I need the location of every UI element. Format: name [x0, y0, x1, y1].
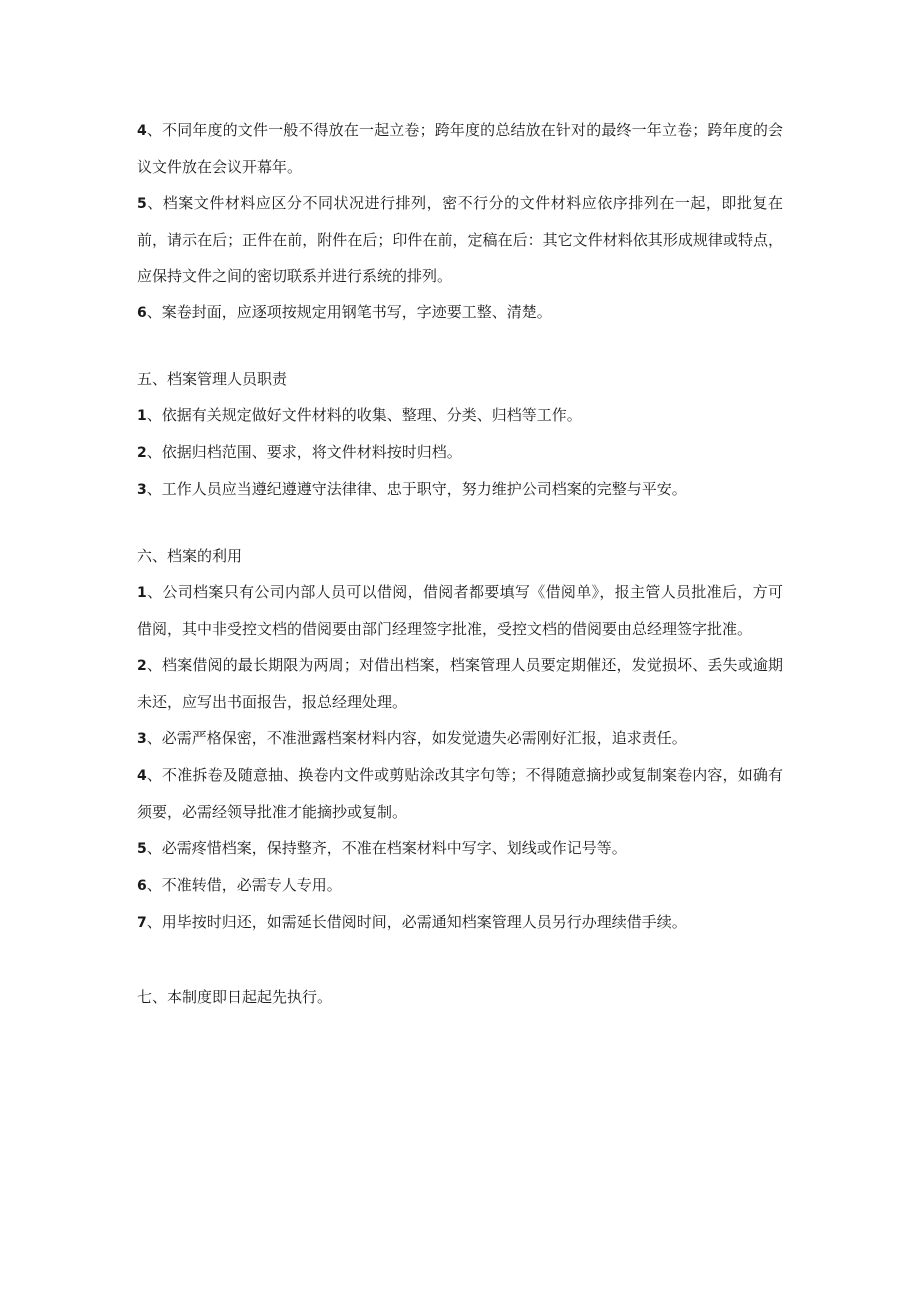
item-text: 、不同年度的文件一般不得放在一起立卷；跨年度的总结放在针对的最终一年立卷；跨年度的会议文件放在会议开幕年。 — [137, 121, 783, 176]
item-number: 6 — [137, 305, 147, 321]
rule-item-4 — [137, 112, 783, 185]
section-spacer — [137, 508, 783, 538]
item-number: 4 — [137, 123, 147, 139]
item-text: 、必需疼惜档案，保持整齐，不准在档案材料中写字、划线或作记号等。 — [146, 839, 627, 857]
item-number: 1 — [137, 408, 147, 424]
item-number: 1 — [137, 585, 147, 601]
item-number: 5 — [137, 841, 147, 857]
item-text: 、案卷封面，应逐项按规定用钢笔书写，字迹要工整、清楚。 — [146, 303, 552, 321]
item-text: 、用毕按时归还，如需延长借阅时间，必需通知档案管理人员另行办理续借手续。 — [146, 913, 687, 931]
item-number: 4 — [137, 768, 147, 784]
item-text: 、档案文件材料应区分不同状况进行排列，密不行分的文件材料应依序排列在一起，即批复在前，请示在后；正件在前，附件在后；印件在前，定稿在后：其它文件材料依其形成规律或特点，应保持文件之间的密切联系并进行系统的排列。 — [137, 194, 783, 285]
item-text: 、依据有关规定做好文件材料的收集、整理、分类、归档等工作。 — [146, 406, 582, 424]
item-number: 3 — [137, 482, 147, 498]
usage-item-3 — [137, 720, 783, 757]
duty-item-1 — [137, 397, 783, 434]
item-text: 、公司档案只有公司内部人员可以借阅，借阅者都要填写《借阅单》，报主管人员批准后，方可借阅，其中非受控文档的借阅要由部门经理签字批准，受控文档的借阅要由总经理签字批准。 — [137, 583, 783, 638]
item-text: 、档案借阅的最长期限为两周；对借出档案，档案管理人员要定期催还，发觉损坏、丢失或逾期未还，应写出书面报告，报总经理处理。 — [137, 656, 783, 711]
item-text: 、依据归档范围、要求，将文件材料按时归档。 — [146, 443, 462, 461]
rule-item-5 — [137, 185, 783, 294]
item-number: 3 — [137, 731, 147, 747]
item-number: 5 — [137, 196, 147, 212]
item-number: 2 — [137, 658, 147, 674]
section-heading-6: 六、档案的利用 — [137, 547, 243, 565]
item-number: 7 — [137, 915, 147, 931]
usage-item-5 — [137, 830, 783, 867]
document-page — [137, 112, 783, 1015]
section-spacer — [137, 331, 783, 361]
item-text: 、必需严格保密，不准泄露档案材料内容，如发觉遗失必需刚好汇报，追求责任。 — [146, 729, 687, 747]
item-text: 、不准转借，必需专人专用。 — [146, 876, 342, 894]
section-heading-5: 五、档案管理人员职责 — [137, 370, 288, 388]
item-text: 、不准拆卷及随意抽、换卷内文件或剪贴涂改其字句等；不得随意摘抄或复制案卷内容，如确有须要，必需经领导批准才能摘抄或复制。 — [137, 766, 783, 821]
item-text: 、工作人员应当遵纪遵遵守法律律、忠于职守，努力维护公司档案的完整与平安。 — [146, 480, 687, 498]
rule-item-6 — [137, 294, 783, 331]
usage-item-2 — [137, 647, 783, 720]
item-number: 6 — [137, 878, 147, 894]
usage-item-1 — [137, 574, 783, 647]
duty-item-3 — [137, 471, 783, 508]
section-spacer — [137, 941, 783, 979]
usage-item-4 — [137, 757, 783, 830]
usage-item-7 — [137, 904, 783, 941]
section-heading-7: 七、本制度即日起起先执行。 — [137, 988, 333, 1006]
duty-item-2 — [137, 434, 783, 471]
item-number: 2 — [137, 445, 147, 461]
usage-item-6 — [137, 867, 783, 904]
